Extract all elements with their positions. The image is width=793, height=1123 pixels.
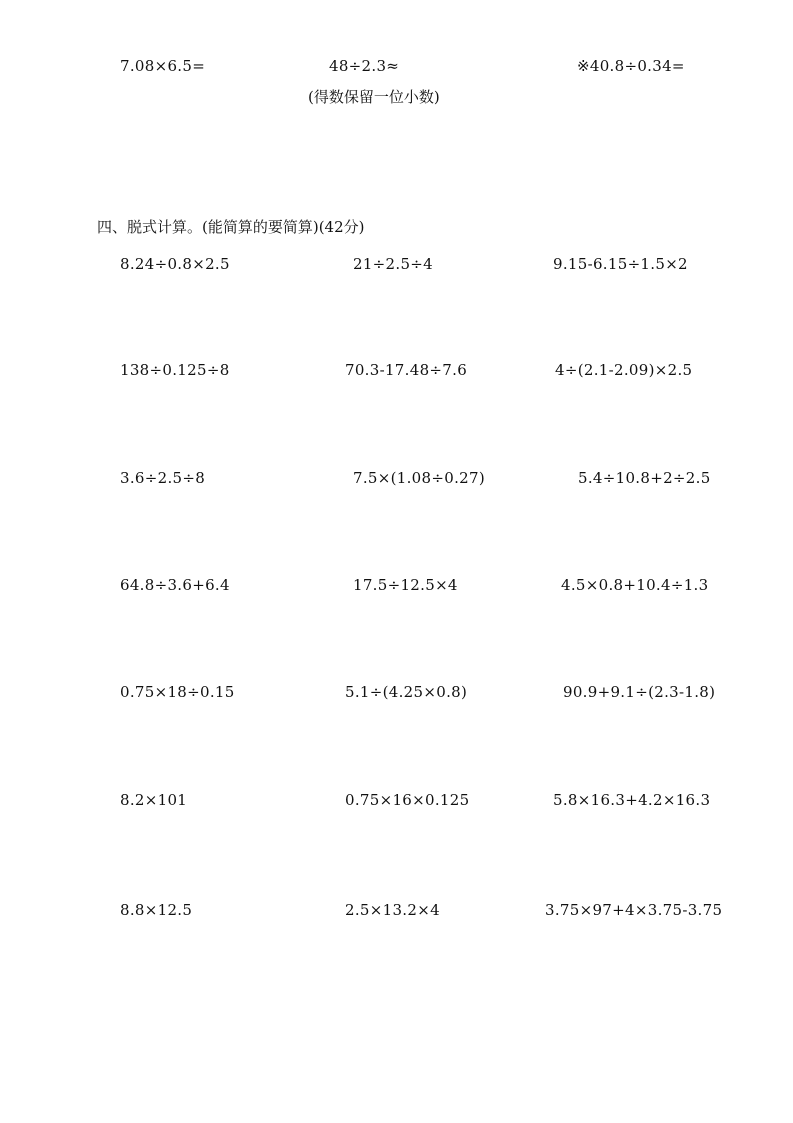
problem-r1-c2: 21÷2.5÷4 xyxy=(353,255,434,273)
problem-r5-c2: 5.1÷(4.25×0.8) xyxy=(345,683,468,701)
problem-r2-c3: 4÷(2.1-2.09)×2.5 xyxy=(555,361,693,379)
problem-r5-c1: 0.75×18÷0.15 xyxy=(120,683,235,701)
top-problem-3: ※40.8÷0.34= xyxy=(577,57,685,75)
problem-r4-c2: 17.5÷12.5×4 xyxy=(353,576,458,594)
problem-r1-c3: 9.15-6.15÷1.5×2 xyxy=(553,255,688,273)
problem-r4-c1: 64.8÷3.6+6.4 xyxy=(120,576,230,594)
problem-r6-c3: 5.8×16.3+4.2×16.3 xyxy=(553,791,711,809)
problem-r7-c3: 3.75×97+4×3.75-3.75 xyxy=(545,901,723,919)
problem-r2-c1: 138÷0.125÷8 xyxy=(120,361,230,379)
top-problem-1: 7.08×6.5= xyxy=(120,57,206,75)
problem-r2-c2: 70.3-17.48÷7.6 xyxy=(345,361,468,379)
section-heading: 四、脱式计算。(能简算的要简算)(42分) xyxy=(97,218,365,236)
problem-r5-c3: 90.9+9.1÷(2.3-1.8) xyxy=(563,683,716,701)
problem-r7-c2: 2.5×13.2×4 xyxy=(345,901,440,919)
top-problem-2: 48÷2.3≈ xyxy=(329,57,400,75)
problem-r3-c3: 5.4÷10.8+2÷2.5 xyxy=(578,469,711,487)
problem-r6-c2: 0.75×16×0.125 xyxy=(345,791,470,809)
problem-r4-c3: 4.5×0.8+10.4÷1.3 xyxy=(561,576,709,594)
rounding-note: (得数保留一位小数) xyxy=(308,88,440,106)
problem-r7-c1: 8.8×12.5 xyxy=(120,901,193,919)
problem-r6-c1: 8.2×101 xyxy=(120,791,188,809)
problem-r3-c1: 3.6÷2.5÷8 xyxy=(120,469,206,487)
problem-r1-c1: 8.24÷0.8×2.5 xyxy=(120,255,230,273)
problem-r3-c2: 7.5×(1.08÷0.27) xyxy=(353,469,485,487)
